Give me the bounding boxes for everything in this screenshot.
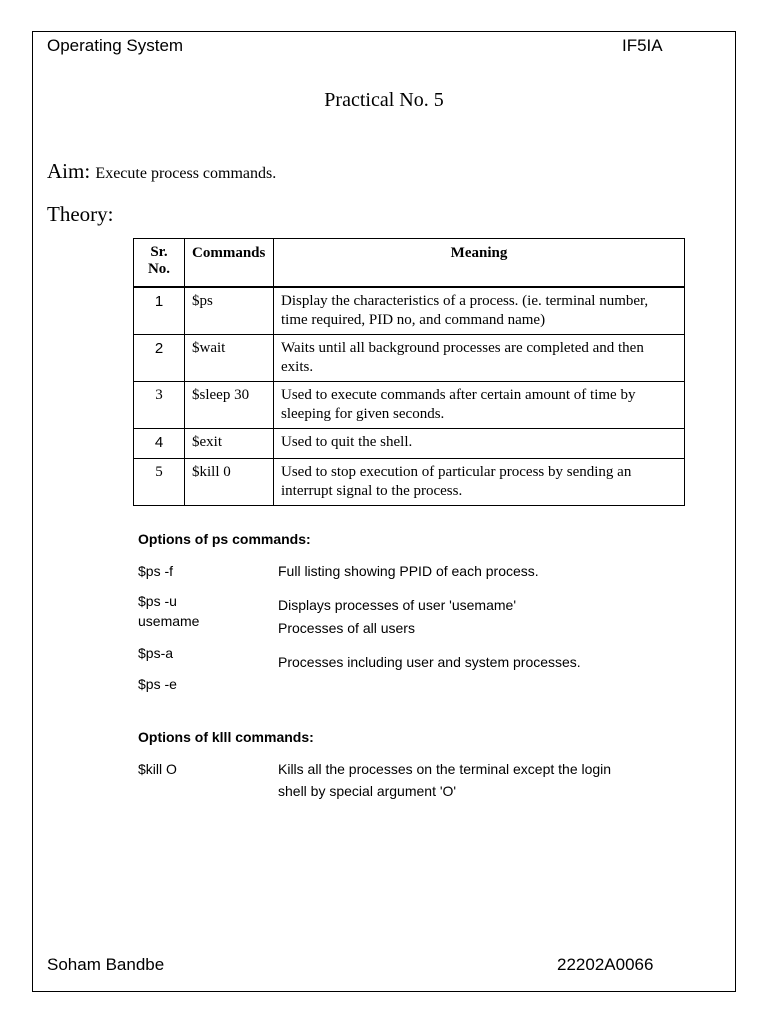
table-row [134,287,685,335]
aim-text: Execute process commands. [95,165,277,182]
header-class: IF5IA [622,36,663,55]
table-row [134,382,685,429]
page-title: Practical No. 5 [324,89,444,111]
ps-option-desc: Processes of all users [278,620,415,636]
sr-cell: 4 [134,429,185,459]
kill-option-desc: Kills all the processes on the terminal except the login [278,761,612,777]
meaning-cell: Display the characteristics of a process. (ie. terminal number, time required, PID no, and command name) [274,287,685,335]
sr-cell: 3 [134,382,185,429]
aim-label: Aim: [47,159,91,183]
ps-option-cont: usemame [138,613,200,629]
meaning-cell: Used to execute commands after certain amount of time by sleeping for given seconds. [274,382,685,429]
ps-option: $ps-a [138,645,174,661]
kill-option-desc-cont: shell by special argument 'O' [278,783,457,799]
table-row [134,335,685,382]
theory-label: Theory: [47,202,114,226]
aim [47,159,276,184]
ps-options-title: Options of ps commands: [138,531,311,547]
command-cell: $sleep 30 [185,382,274,429]
commands-table [133,238,685,506]
table-row [134,429,685,459]
sr-cell: 1 [134,287,185,335]
table-row [134,459,685,506]
footer-name: Soham Bandbe [47,955,165,974]
ps-option-desc: Processes including user and system processes. [278,654,581,670]
command-cell: $exit [185,429,274,459]
kill-option: $kill O [138,761,177,777]
kill-options-title: Options of klll commands: [138,729,314,745]
sr-no-header: Sr. No. [134,239,185,288]
header-subject: Operating System [47,36,184,55]
meaning-header: Meaning [274,239,685,288]
meaning-cell: Used to stop execution of particular process by sending an interrupt signal to the process. [274,459,685,506]
meaning-cell: Waits until all background processes are completed and then exits. [274,335,685,382]
command-cell: $wait [185,335,274,382]
ps-option: $ps -u [138,593,177,609]
command-cell: $ps [185,287,274,335]
command-cell: $kill 0 [185,459,274,506]
meaning-cell: Used to quit the shell. [274,429,685,459]
sr-cell: 2 [134,335,185,382]
commands-header: Commands [185,239,274,288]
sr-cell: 5 [134,459,185,506]
footer-roll-number: 22202A0066 [557,955,654,974]
ps-option-desc: Displays processes of user 'usemame' [278,597,516,613]
ps-option: $ps -e [138,676,177,692]
ps-option-desc: Full listing showing PPID of each process. [278,563,539,579]
ps-option: $ps -f [138,563,174,579]
table-header-row [134,239,685,288]
